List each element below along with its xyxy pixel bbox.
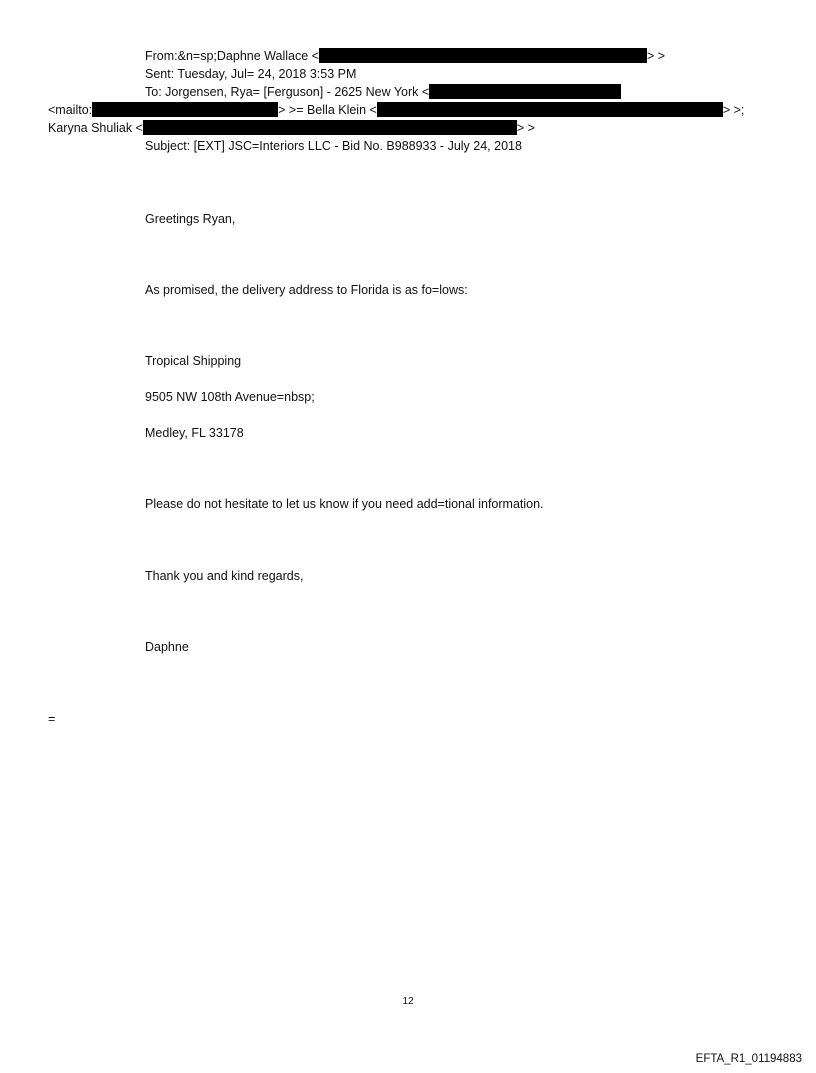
sent-line: Sent: Tuesday, Jul= 24, 2018 3:53 PM <box>145 67 357 81</box>
document-id: EFTA_R1_01194883 <box>695 1053 802 1065</box>
mailto-line <box>48 102 744 119</box>
signature: Daphne <box>145 640 189 654</box>
to-line <box>145 84 621 101</box>
greeting: Greetings Ryan, <box>145 212 236 226</box>
mailto-text: <mailto: <box>48 103 93 117</box>
redaction-block <box>377 102 723 117</box>
address-line: 9505 NW 108th Avenue=nbsp; <box>145 390 315 404</box>
karyna-text: Karyna Shuliak < <box>48 121 143 135</box>
subject-line: Subject: [EXT] JSC=Interiors LLC - Bid No. B988933 - July 24, 2018 <box>145 139 522 153</box>
address-line: Tropical Shipping <box>145 354 242 368</box>
request-paragraph: Please do not hesitate to let us know if you need add=tional information. <box>145 497 544 511</box>
from-text: From:&n=sp;Daphne Wallace < <box>145 49 319 63</box>
from-suffix: > > <box>646 49 666 63</box>
trailing-mark: = <box>48 712 56 726</box>
redaction-block <box>319 48 647 63</box>
redaction-block <box>429 84 621 99</box>
to-text: To: Jorgensen, Rya= [Ferguson] - 2625 New York < <box>145 85 430 99</box>
closing: Thank you and kind regards, <box>145 569 304 583</box>
page-number: 12 <box>402 996 414 1007</box>
address-line: Medley, FL 33178 <box>145 426 244 440</box>
intro-paragraph: As promised, the delivery address to Florida is as fo=lows: <box>145 283 468 297</box>
karyna-suffix: > > <box>516 121 535 135</box>
from-line <box>145 48 665 65</box>
redaction-block <box>143 120 517 135</box>
karyna-line <box>48 120 535 137</box>
redaction-block <box>92 102 278 117</box>
bella-text: > >= Bella Klein < <box>278 103 377 117</box>
mailto-suffix: > >; <box>722 103 745 117</box>
